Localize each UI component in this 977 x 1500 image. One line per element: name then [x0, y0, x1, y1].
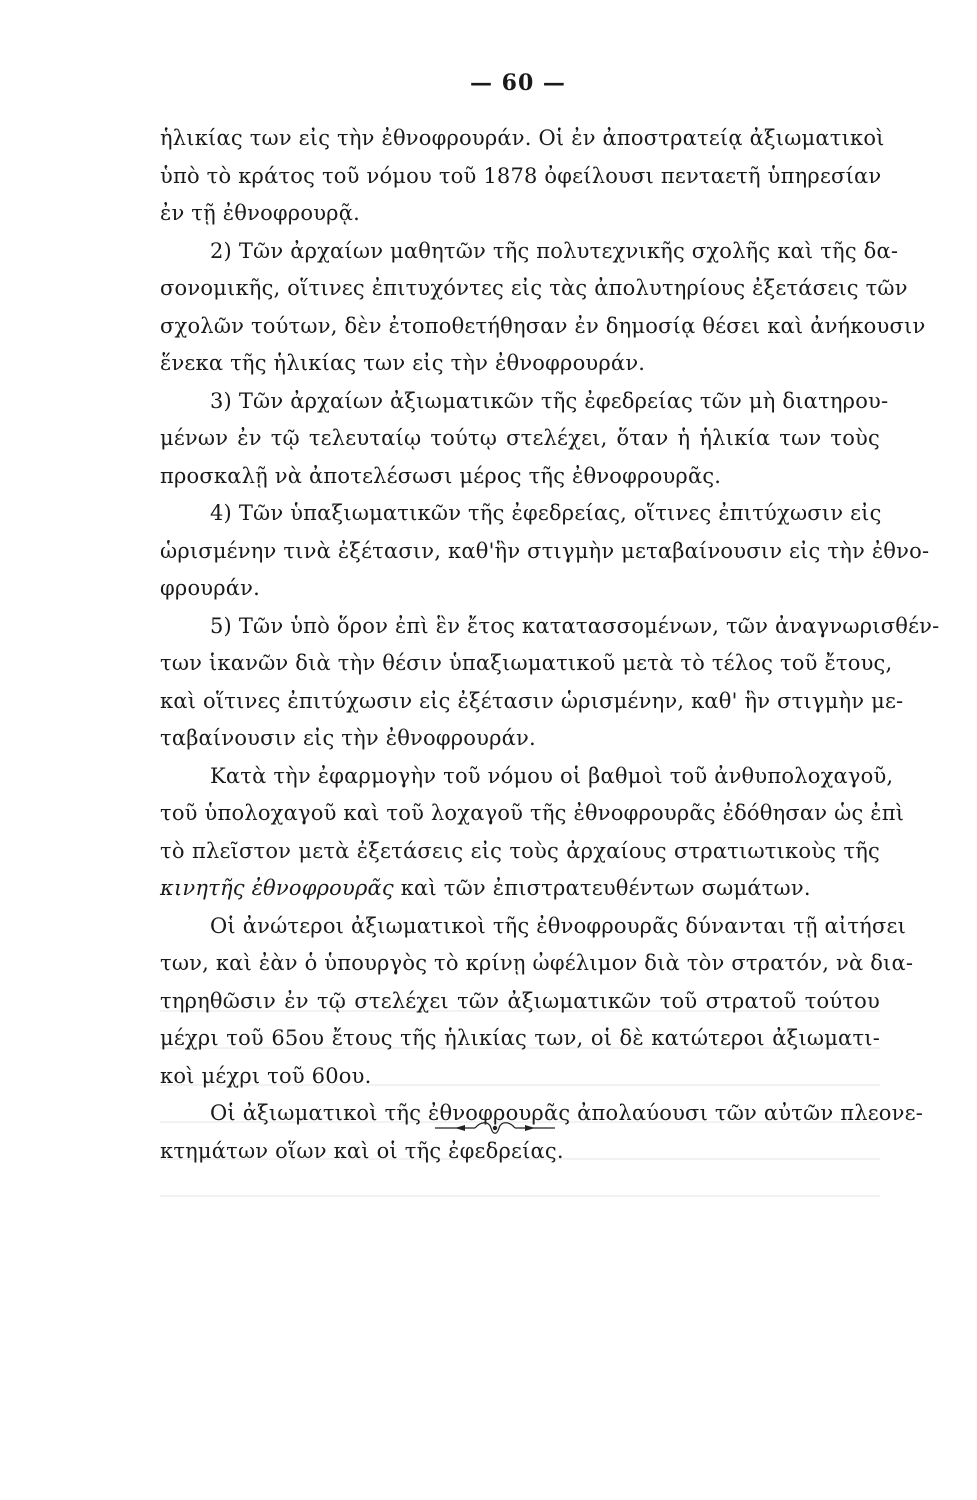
- text-line: μέχρι τοῦ 65ου ἔτους τῆς ἡλικίας των, οἱ δὲ κατώτεροι ἀξιωματι-: [160, 1026, 880, 1050]
- italic-phrase: κινητῆς ἐθνοφρουρᾶς: [160, 876, 394, 900]
- text-line: Κατὰ τὴν ἐφαρμογὴν τοῦ νόμου οἱ βαθμοὶ τοῦ ἀνθυπολοχαγοῦ,: [210, 763, 894, 788]
- text-line: 3) Τῶν ἀρχαίων ἀξιωματικῶν τῆς ἐφεδρείας τῶν μὴ διατηρου-: [210, 388, 889, 413]
- text-line: κοὶ μέχρι τοῦ 60ου.: [160, 1063, 372, 1088]
- body-text: [160, 120, 940, 1170]
- divider-flourish-icon: [435, 1118, 555, 1138]
- text-line: ἐν τῇ ἐθνοφρουρᾷ.: [160, 201, 360, 225]
- text-line: ταβαίνουσιν εἰς τὴν ἐθνοφρουράν.: [160, 726, 536, 750]
- text-line: Οἱ ἀξιωματικοὶ τῆς ἐθνοφρουρᾶς ἀπολαύουσι τῶν αὐτῶν πλεονε-: [210, 1101, 923, 1125]
- text-line: τοῦ ὑπολοχαγοῦ καὶ τοῦ λοχαγοῦ τῆς ἐθνοφρουρᾶς ἐδόθησαν ὡς ἐπὶ: [160, 801, 905, 825]
- text-line: ὡρισμένην τινὰ ἐξέτασιν, καθ'ἣν στιγμὴν μεταβαίνουσιν εἰς τὴν ἐθνο-: [160, 538, 930, 563]
- page-number: — 60 —: [470, 70, 566, 96]
- text-line: καὶ οἵτινες ἐπιτύχωσιν εἰς ἐξέτασιν ὡρισμένην, καθ' ἣν στιγμὴν με-: [160, 688, 904, 713]
- text-line: Οἱ ἀνώτεροι ἀξιωματικοὶ τῆς ἐθνοφρουρᾶς δύνανται τῇ αἰτήσει: [210, 913, 907, 938]
- text-line: των ἱκανῶν διὰ τὴν θέσιν ὑπαξιωματικοῦ μετὰ τὸ τέλος τοῦ ἔτους,: [160, 651, 893, 675]
- text-line: ἕνεκα τῆς ἡλικίας των εἰς τὴν ἐθνοφρουράν.: [160, 351, 646, 375]
- text-line: κτημάτων οἵων καὶ οἱ τῆς ἐφεδρείας.: [160, 1138, 564, 1163]
- text-line: 2) Τῶν ἀρχαίων μαθητῶν τῆς πολυτεχνικῆς σχολῆς καὶ τῆς δα-: [210, 238, 899, 263]
- text-line: μένων ἐν τῷ τελευταίῳ τούτῳ στελέχει, ὅταν ἡ ἡλικία των τοὺς: [160, 426, 880, 450]
- text-line: κινητῆς ἐθνοφρουρᾶς καὶ τῶν ἐπιστρατευθέντων σωμάτων.: [160, 876, 811, 900]
- text-line: ἡλικίας των εἰς τὴν ἐθνοφρουράν. Οἱ ἐν ἀποστρατείᾳ ἀξιωματικοὶ: [160, 126, 885, 150]
- text-line: 5) Τῶν ὑπὸ ὅρον ἐπὶ ἓν ἔτος κατατασσομένων, τῶν ἀναγνωρισθέν-: [210, 613, 940, 638]
- text-line: τὸ πλεῖστον μετὰ ἐξετάσεις εἰς τοὺς ἀρχαίους στρατιωτικοὺς τῆς: [160, 838, 880, 863]
- text-line: ὑπὸ τὸ κράτος τοῦ νόμου τοῦ 1878 ὀφείλουσι πενταετῆ ὑπηρεσίαν: [160, 163, 882, 188]
- text-line: 4) Τῶν ὑπαξιωματικῶν τῆς ἐφεδρείας, οἵτινες ἐπιτύχωσιν εἰς: [210, 501, 882, 525]
- text-line: τηρηθῶσιν ἐν τῷ στελέχει τῶν ἀξιωματικῶν τοῦ στρατοῦ τούτου: [160, 988, 880, 1013]
- text-line: σονομικῆς, οἵτινες ἐπιτυχόντες εἰς τὰς ἀπολυτηρίους ἐξετάσεις τῶν: [160, 276, 908, 300]
- text-line: των, καὶ ἐὰν ὁ ὑπουργὸς τὸ κρίνῃ ὠφέλιμον διὰ τὸν στρατόν, νὰ δια-: [160, 951, 914, 975]
- text-line: προσκαλῇ νὰ ἀποτελέσωσι μέρος τῆς ἐθνοφρουρᾶς.: [160, 463, 722, 488]
- text-line: φρουράν.: [160, 576, 261, 600]
- text-line: σχολῶν τούτων, δὲν ἐτοποθετήθησαν ἐν δημοσίᾳ θέσει καὶ ἀνήκουσιν: [160, 313, 926, 338]
